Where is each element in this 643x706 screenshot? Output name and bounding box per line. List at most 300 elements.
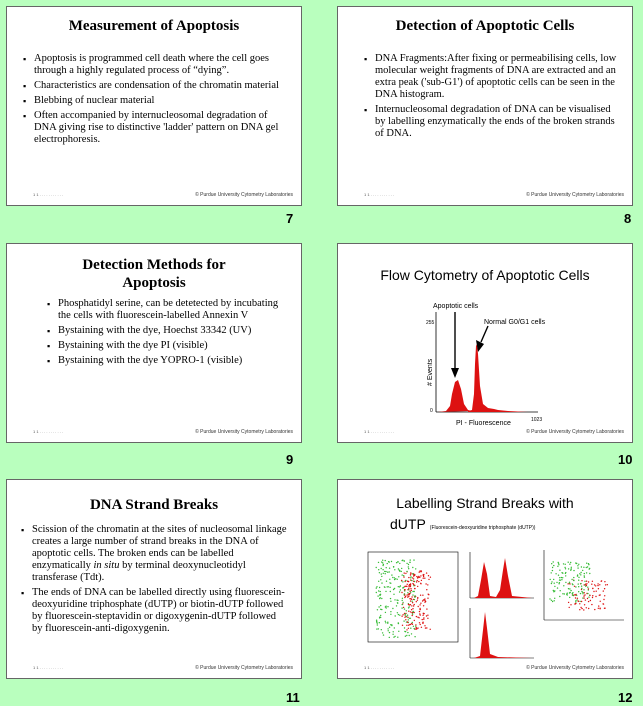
scatter-dot (383, 573, 384, 574)
scatter-dot (387, 572, 388, 573)
bullet-text: The ends of DNA can be labelled directly using fluorescein-deoxyuridine triphosphate (dUTP) or biotin-dUTP followed by fluorescein-steptavidin or digoxygenin-dUTP followed by fluorescein-anti-digoxygenin. (32, 587, 285, 634)
slide-title: DNA Strand Breaks (89, 497, 219, 513)
scatter-dot (413, 626, 414, 627)
scatter-dot (411, 612, 412, 613)
scatter-dot (577, 565, 578, 566)
scatter-dot (404, 617, 405, 618)
scatter-dot (389, 632, 390, 633)
scatter-dot (581, 586, 582, 587)
scatter-dot (381, 568, 382, 569)
scatter-dot (398, 622, 399, 623)
scatter-dot (394, 599, 395, 600)
scatter-dot (588, 581, 589, 582)
scatter-dot (397, 600, 398, 601)
scatter-dot (559, 579, 560, 580)
scatter-dot (565, 582, 566, 583)
scatter-dot (389, 568, 390, 569)
scatter-dot (398, 576, 399, 577)
scatter-dot (428, 575, 429, 576)
scatter-dot (390, 614, 391, 615)
scatter-dot (427, 584, 428, 585)
scatter-dot (380, 579, 381, 580)
scatter-dot (406, 625, 407, 626)
scatter-dot (425, 600, 426, 601)
scatter-dot (396, 605, 397, 606)
scatter-dot (410, 600, 411, 601)
slide-title: Detection Methods for Apoptosis (82, 257, 226, 291)
scatter-dot (421, 580, 422, 581)
scatter-dot (385, 621, 386, 622)
scatter-dot (426, 615, 427, 616)
scatter-dot (603, 603, 604, 604)
scatter-dot (564, 593, 565, 594)
scatter-dot (424, 625, 425, 626)
scatter-dot (587, 593, 588, 594)
scatter-dot (387, 606, 388, 607)
scatter-dot (385, 622, 386, 623)
scatter-dot (580, 583, 581, 584)
scatter-dot (409, 591, 410, 592)
scatter-dot (566, 594, 567, 595)
scatter-dot (420, 571, 421, 572)
scatter-dot (568, 588, 569, 589)
bullet-list (21, 524, 289, 635)
scatter-dot (408, 589, 409, 590)
scatter-dot (410, 588, 411, 589)
scatter-dot (408, 581, 409, 582)
bullet-list (47, 298, 287, 367)
scatter-dot (404, 608, 405, 609)
bullet-text: Scission of the chromatin at the sites of nucleosomal linkage creates a large number of strand breaks in the DNA of apoptotic cells. The broken ends can be labelled enzymatically (32, 524, 287, 571)
scatter-dot (553, 565, 554, 566)
scatter-dot (425, 627, 426, 628)
scatter-dot (599, 584, 600, 585)
scatter-dot (419, 577, 420, 578)
subtitle-main: dUTP (390, 516, 426, 532)
scatter-dot (405, 586, 406, 587)
scatter-dot (596, 591, 597, 592)
scatter-dot (403, 607, 404, 608)
scatter-dot (553, 590, 554, 591)
scatter-dot (559, 582, 560, 583)
scatter-dot (394, 577, 395, 578)
scatter-dot (572, 593, 573, 594)
scatter-dot (410, 576, 411, 577)
scatter-dot (381, 576, 382, 577)
scatter-dot (561, 577, 562, 578)
scatter-dot (575, 586, 576, 587)
scatter-dot (411, 580, 412, 581)
arrowhead-apoptotic (451, 368, 459, 378)
scatter-dot (411, 596, 412, 597)
scatter-dot (407, 592, 408, 593)
scatter-dot (415, 568, 416, 569)
scatter-dot (381, 598, 382, 599)
scatter-dot (413, 611, 414, 612)
scatter-dot (426, 627, 427, 628)
scatter-dot (563, 585, 564, 586)
scatter-dot (586, 607, 587, 608)
apoptotic-peak (438, 380, 472, 412)
scatter-dot (423, 576, 424, 577)
scatter-dot (569, 582, 570, 583)
scatter-dot (393, 589, 394, 590)
scatter-dot (409, 562, 410, 563)
scatter-dot (585, 599, 586, 600)
scatter-dot (413, 578, 414, 579)
scatter-dot (570, 569, 571, 570)
scatter-dot (390, 624, 391, 625)
scatter-dot (408, 577, 409, 578)
scatter-dot (376, 592, 377, 593)
scatter-dot (576, 599, 577, 600)
scatter-dot (422, 615, 423, 616)
scatter-dot (569, 588, 570, 589)
scatter-points (376, 559, 432, 638)
bullet-item: ▪ Bystaining with the dye PI (visible) (47, 340, 287, 352)
scatter-dot (413, 581, 414, 582)
scatter-dot (408, 596, 409, 597)
scatter-dot (575, 600, 576, 601)
scatter-dot (402, 602, 403, 603)
scatter-dot (579, 603, 580, 604)
scatter-dot (412, 594, 413, 595)
scatter-dot (580, 593, 581, 594)
y-axis-label: # Events (427, 358, 434, 386)
scatter-dot (557, 587, 558, 588)
scatter-dot (582, 597, 583, 598)
scatter-dot (419, 611, 420, 612)
scatter-dot (417, 580, 418, 581)
scatter-dot (404, 572, 405, 573)
scatter-dot (419, 609, 420, 610)
scatter-dot (385, 612, 386, 613)
scatter-dot (577, 598, 578, 599)
scatter-dot (408, 586, 409, 587)
scatter-dot (378, 569, 379, 570)
scatter-dot (416, 628, 417, 629)
scatter-dot (397, 561, 398, 562)
scatter-dot (404, 590, 405, 591)
scatter-dot (416, 601, 417, 602)
scatter-dot (393, 631, 394, 632)
scatter-dot (385, 571, 386, 572)
scatter-dot (393, 594, 394, 595)
bullet-list (364, 53, 618, 140)
scatter-dot (420, 595, 421, 596)
scatter-dot (584, 575, 585, 576)
scatter-dot (552, 570, 553, 571)
scatter-dot (401, 571, 402, 572)
footer-copyright: © Purdue University Cytometry Laboratories (195, 665, 293, 671)
scatter-dot (577, 567, 578, 568)
scatter-dot (410, 574, 411, 575)
normal-peak (468, 344, 528, 412)
bullet-item (21, 587, 289, 635)
scatter-dot (379, 572, 380, 573)
scatter-dot (399, 563, 400, 564)
scatter-dot (378, 590, 379, 591)
scatter-dot (410, 628, 411, 629)
scatter-dot (585, 584, 586, 585)
scatter-dot (578, 586, 579, 587)
scatter-dot (382, 560, 383, 561)
scatter-dot (386, 567, 387, 568)
scatter-dot (413, 585, 414, 586)
scatter-dot (558, 564, 559, 565)
scatter-dot (414, 620, 415, 621)
scatter-dot (386, 607, 387, 608)
scatter-dot (402, 587, 403, 588)
scatter-dot (597, 585, 598, 586)
scatter-dot (574, 586, 575, 587)
scatter-dot (574, 603, 575, 604)
scatter-dot (416, 576, 417, 577)
bullet-item: ▪ Blebbing of nuclear material (23, 95, 287, 107)
scatter-dot (390, 598, 391, 599)
scatter-dot (393, 637, 394, 638)
label-apoptotic: Apoptotic cells (433, 303, 479, 310)
scatter-dot (574, 594, 575, 595)
scatter-dot (584, 573, 585, 574)
scatter-dot (412, 615, 413, 616)
y-top-tick: 255 (426, 320, 435, 326)
scatter-dot (407, 617, 408, 618)
scatter-dot (588, 597, 589, 598)
scatter-dot (582, 570, 583, 571)
scatter-dot (570, 562, 571, 563)
scatter-dot (395, 615, 396, 616)
scatter-dot (589, 568, 590, 569)
scatter-dot (587, 566, 588, 567)
scatter-dot (568, 568, 569, 569)
scatter-dot (417, 600, 418, 601)
scatter-dot (405, 631, 406, 632)
scatter-dot (410, 579, 411, 580)
scatter-dot (569, 592, 570, 593)
slide-title: Labelling Strand Breaks with (396, 495, 574, 511)
scatter-dot (408, 611, 409, 612)
scatter-dot (589, 595, 590, 596)
subtitle-small: (Fluorescein-deoxyuridine triphosphate (dUTP)) (429, 525, 536, 531)
scatter-dot (410, 611, 411, 612)
scatter-dot (568, 562, 569, 563)
scatter-dot (552, 601, 553, 602)
scatter-dot (559, 577, 560, 578)
scatter-dot (424, 578, 425, 579)
scatter-dot (586, 563, 587, 564)
scatter-dot (549, 598, 550, 599)
scatter-dot (412, 601, 413, 602)
scatter-dot (562, 577, 563, 578)
scatter-dot (413, 559, 414, 560)
footer-left: 1 1 . . . . . . . . . . . (33, 192, 64, 197)
scatter-dot (389, 582, 390, 583)
slide-10 (337, 243, 633, 443)
scatter-dot (412, 624, 413, 625)
scatter-dot (390, 611, 391, 612)
scatter2-points (549, 561, 608, 610)
scatter-dot (598, 588, 599, 589)
scatter-dot (577, 574, 578, 575)
scatter-dot (383, 564, 384, 565)
scatter-dot (389, 561, 390, 562)
scatter-dot (383, 634, 384, 635)
scatter-dot (412, 573, 413, 574)
slide-number: 8 (624, 211, 632, 226)
slide-8 (337, 6, 633, 206)
scatter-dot (399, 615, 400, 616)
scatter-dot (583, 595, 584, 596)
scatter-dot (554, 583, 555, 584)
scatter-dot (421, 627, 422, 628)
scatter-dot (592, 588, 593, 589)
scatter-dot (409, 606, 410, 607)
scatter-dot (407, 584, 408, 585)
scatter-dot (389, 579, 390, 580)
scatter-dot (573, 570, 574, 571)
slide-title: Flow Cytometry of Apoptotic Cells (380, 267, 590, 283)
scatter-dot (550, 579, 551, 580)
scatter-dot (411, 605, 412, 606)
scatter-dot (579, 609, 580, 610)
scatter-dot (594, 609, 595, 610)
scatter-dot (388, 586, 389, 587)
scatter-dot (405, 596, 406, 597)
scatter-dot (600, 601, 601, 602)
scatter-dot (576, 595, 577, 596)
scatter-dot (389, 637, 390, 638)
scatter-dot (551, 563, 552, 564)
bullet-text: by terminal deoxynucleotidyl transferase (Tdt). (32, 560, 246, 583)
scatter-dot (387, 628, 388, 629)
scatter-dot (406, 563, 407, 564)
scatter-dot (417, 627, 418, 628)
scatter-dot (391, 574, 392, 575)
scatter-dot (414, 597, 415, 598)
scatter-dot (583, 597, 584, 598)
scatter-dot (391, 561, 392, 562)
slide-11 (6, 479, 302, 679)
scatter-dot (599, 595, 600, 596)
histogram-figure (338, 294, 632, 444)
scatter-dot (414, 628, 415, 629)
slide-9 (6, 243, 302, 443)
scatter-dot (409, 618, 410, 619)
scatter-dot (586, 585, 587, 586)
slide-title: Measurement of Apoptosis (68, 18, 240, 34)
slide-number: 11 (286, 690, 300, 705)
scatter-dot (580, 607, 581, 608)
scatter-dot (412, 608, 413, 609)
scatter-dot (415, 595, 416, 596)
scatter-dot (581, 566, 582, 567)
scatter-dot (403, 620, 404, 621)
scatter-dot (581, 591, 582, 592)
scatter-dot (556, 582, 557, 583)
scatter-dot (423, 619, 424, 620)
scatter-dot (583, 567, 584, 568)
scatter-dot (580, 574, 581, 575)
scatter-dot (592, 595, 593, 596)
scatter-dot (392, 577, 393, 578)
scatter-dot (389, 571, 390, 572)
footer-left: 1 1 . . . . . . . . . . . (364, 192, 395, 197)
scatter-dot (379, 587, 380, 588)
scatter-dot (404, 560, 405, 561)
scatter-dot (414, 636, 415, 637)
scatter-dot (575, 601, 576, 602)
footer-copyright: © Purdue University Cytometry Laboratories (526, 665, 624, 671)
scatter-dot (580, 601, 581, 602)
scatter-dot (582, 593, 583, 594)
scatter-dot (571, 567, 572, 568)
scatter-dot (412, 591, 413, 592)
scatter-dot (385, 560, 386, 561)
scatter-dot (388, 630, 389, 631)
scatter-dot (587, 587, 588, 588)
scatter-dot (394, 588, 395, 589)
scatter-dot (580, 572, 581, 573)
scatter-dot (378, 606, 379, 607)
scatter-dot (378, 581, 379, 582)
bullet-item: ▪ Phosphatidyl serine, can be detetected by incubating the cells with fluorescein-labelled Annexin V (47, 298, 287, 322)
scatter-dot (410, 559, 411, 560)
scatter-dot (551, 583, 552, 584)
scatter-dot (552, 567, 553, 568)
scatter-dot (598, 605, 599, 606)
scatter-dot (376, 586, 377, 587)
arrow-normal (481, 326, 488, 342)
scatter-dot (578, 583, 579, 584)
bullet-item (21, 524, 289, 584)
scatter-dot (428, 594, 429, 595)
scatter-dot (392, 608, 393, 609)
scatter-dot (557, 566, 558, 567)
scatter-dot (376, 628, 377, 629)
scatter-dot (578, 600, 579, 601)
scatter-dot (406, 610, 407, 611)
scatter-dot (381, 561, 382, 562)
footer-copyright: © Purdue University Cytometry Laboratories (195, 429, 293, 435)
scatter-dot (408, 625, 409, 626)
scatter-dot (407, 621, 408, 622)
scatter-frame (368, 552, 458, 642)
scatter-dot (377, 624, 378, 625)
scatter-dot (402, 600, 403, 601)
scatter-dot (402, 560, 403, 561)
scatter-dot (414, 591, 415, 592)
scatter-dot (599, 608, 600, 609)
scatter-dot (588, 601, 589, 602)
scatter-dot (402, 581, 403, 582)
scatter-dot (422, 619, 423, 620)
scatter-dot (416, 581, 417, 582)
scatter-dot (581, 608, 582, 609)
scatter-dot (382, 632, 383, 633)
scatter-dot (423, 617, 424, 618)
scatter-dot (417, 586, 418, 587)
scatter-dot (562, 593, 563, 594)
scatter-dot (563, 563, 564, 564)
scatter-dot (405, 613, 406, 614)
scatter-dot (420, 575, 421, 576)
scatter-dot (412, 583, 413, 584)
scatter-dot (605, 584, 606, 585)
bullet-item: ▪ DNA Fragments:After fixing or permeabilising cells, low molecular weight fragments of DNA are extracted and an extra peak ('sub-G1') of apoptotic cells can be seen in the DNA histogram. (364, 53, 618, 101)
scatter-dot (598, 608, 599, 609)
scatter-dot (386, 581, 387, 582)
